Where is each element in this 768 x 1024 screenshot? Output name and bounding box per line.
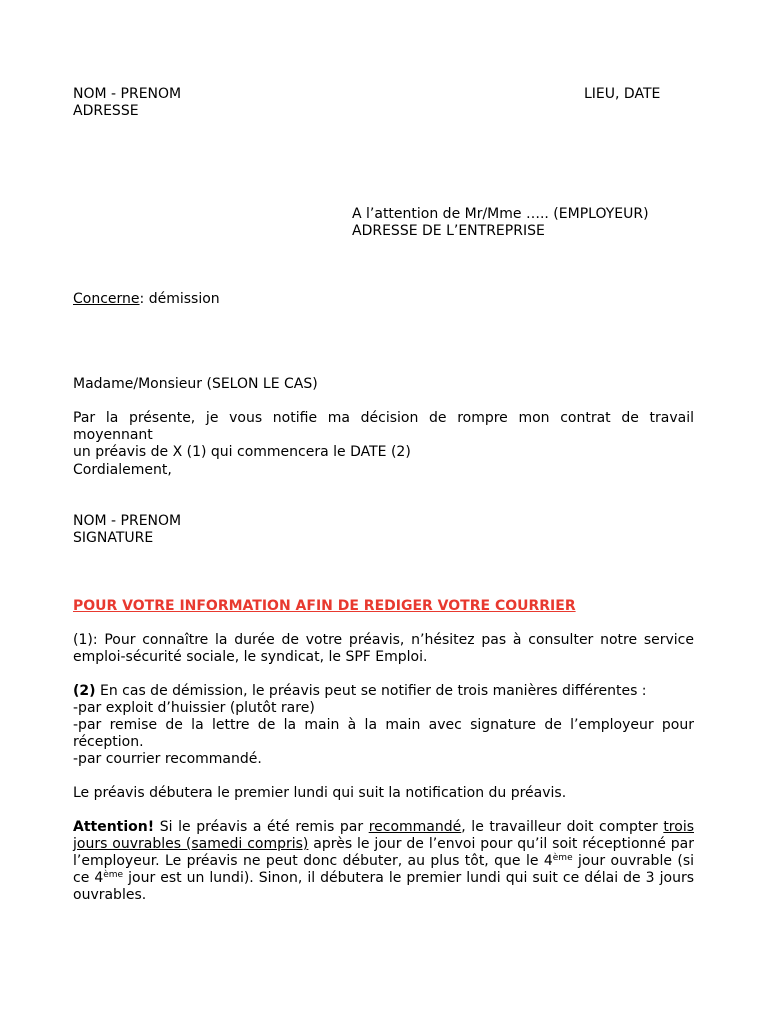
note-2-option-3: -par courrier recommandé. <box>73 751 262 767</box>
subject-separator: : <box>139 291 149 307</box>
attention-paragraph <box>73 819 694 904</box>
attention-l3-b: jour ouvrable (si <box>572 853 695 869</box>
signature-label: SIGNATURE <box>73 530 154 546</box>
note-1 <box>73 632 694 666</box>
attention-line-3 <box>73 853 694 870</box>
attention-l1-a: Si le préavis a été remis par <box>154 819 369 835</box>
attention-l1-b: , le travailleur doit compter <box>461 819 664 835</box>
sender-block <box>73 86 181 120</box>
recipient-attention: A l’attention de Mr/Mme ….. (EMPLOYEUR) <box>352 206 649 222</box>
attention-l3-sup: ème <box>552 853 573 863</box>
note-1-line-1: (1): Pour connaître la durée de votre préavis, n’hésitez pas à consulter notre service <box>73 632 694 648</box>
letter-body <box>73 410 694 461</box>
subject-line <box>73 291 220 308</box>
attention-line-5: ouvrables. <box>73 887 147 903</box>
attention-l4-b: jour est un lundi). Sinon, il débutera le premier lundi qui suit ce délai de 3 jours <box>123 870 694 886</box>
note-2-marker: (2) <box>73 683 96 699</box>
recipient-block <box>352 206 649 240</box>
sender-name: NOM - PRENOM <box>73 86 182 102</box>
attention-l4-a: ce 4 <box>73 870 104 886</box>
attention-l4-sup: ème <box>103 870 124 880</box>
attention-line-2 <box>73 836 694 853</box>
signature-block <box>73 513 181 547</box>
salutation: Madame/Monsieur (SELON LE CAS) <box>73 376 318 392</box>
attention-trois: trois <box>663 819 694 835</box>
note-2-intro <box>73 683 694 700</box>
attention-recommande: recommandé <box>368 819 462 835</box>
note-2-option-2-line-2: réception. <box>73 734 144 750</box>
body-line-2: un préavis de X (1) qui commencera le DATE (2) <box>73 444 411 460</box>
attention-label: Attention! <box>73 819 155 835</box>
attention-line-4 <box>73 870 694 887</box>
note-1-line-2: emploi-sécurité sociale, le syndicat, le SPF Emploi. <box>73 649 428 665</box>
attention-l2-c: après le jour de l’envoi pour qu’il soit réceptionné par <box>308 836 694 852</box>
note-2 <box>73 683 694 768</box>
info-heading: POUR VOTRE INFORMATION AFIN DE REDIGER VOTRE COURRIER <box>73 598 576 614</box>
note-2-intro-text: En cas de démission, le préavis peut se notifier de trois manières différentes : <box>95 683 647 699</box>
note-2-option-2-line-1: -par remise de la lettre de la main à la main avec signature de l’employeur pour <box>73 717 694 733</box>
attention-line-1 <box>73 819 694 836</box>
start-rule: Le préavis débutera le premier lundi qui suit la notification du préavis. <box>73 785 567 801</box>
subject-label: Concerne <box>73 291 140 307</box>
subject-value: démission <box>148 291 220 307</box>
signature-name: NOM - PRENOM <box>73 513 182 529</box>
place-date: LIEU, DATE <box>584 86 661 102</box>
note-2-option-1: -par exploit d’huissier (plutôt rare) <box>73 700 315 716</box>
attention-l3-a: l’employeur. Le préavis ne peut donc débuter, au plus tôt, que le 4 <box>73 853 553 869</box>
body-line-1: Par la présente, je vous notifie ma décision de rompre mon contrat de travail moyennant <box>73 410 694 443</box>
attention-jours-ouvrables: jours ouvrables (samedi compris) <box>73 836 309 852</box>
recipient-address: ADRESSE DE L’ENTREPRISE <box>352 223 545 239</box>
closing: Cordialement, <box>73 462 172 478</box>
sender-address: ADRESSE <box>73 103 139 119</box>
